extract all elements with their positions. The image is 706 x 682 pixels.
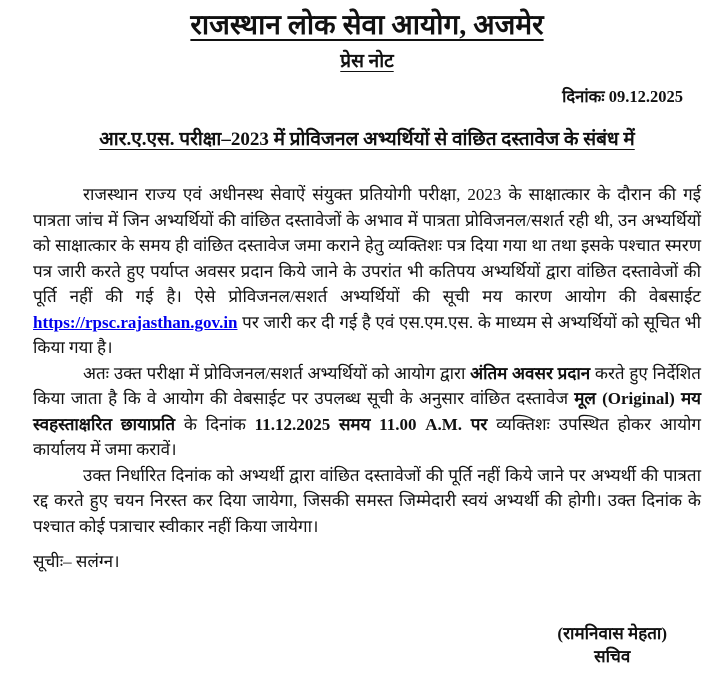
attachment-note: सूचीः– सलंग्न। (33, 552, 120, 571)
body-text: पर जारी कर दी गई है एवं एस.एम.एस. के माध्यम से अभ्यर्थियों को सूचित भी किया गया है। (33, 312, 701, 357)
page-title: राजस्थान लोक सेवा आयोग, अजमेर (190, 10, 544, 41)
body-text: व्यक्तिशः उपस्थित होकर आयोग कार्यालय में जमा करावें। (33, 414, 701, 459)
body-text: राजस्थान राज्य एवं अधीनस्थ सेवाऐं संयुक्त प्रतियोगी परीक्षा, 2023 के साक्षात्कार के दौरान की गई पात्रता जांच में जिन अभ्यर्थियों की वांछित दस्तावेजों के अभाव में पात्रता प्रोविजनल/सशर्त रही थी, उन अभ्यर्थियों को साक्षात्कार के समय ही वांछित दस्तावेज जमा कराने हेतु व्यक्तिशः पत्र दिया गया था तथा इसके पश्चात स्मरण पत्र जारी करते हुए पर्याप्त अवसर प्रदान किये जाने के उपरांत भी कतिपय अभ्यर्थियों द्वारा वांछित दस्तावेजों की पूर्ति नहीं की गई है। ऐसे प्रोविजनल/सशर्त अभ्यर्थियों की सूची मय कारण आयोग की वेबसाईट (33, 185, 701, 306)
signatory-name: (रामनिवास मेहता) (557, 624, 667, 643)
press-note-subtitle: प्रेस नोट (340, 51, 394, 72)
emphasis-text: 11.12.2025 समय 11.00 A.M. पर (254, 414, 488, 434)
paragraph-1 (33, 182, 701, 361)
body-text: के दिनांक (175, 414, 255, 434)
document-body (33, 182, 701, 539)
signature-area (33, 622, 701, 668)
body-text: उक्त निर्धारित दिनांक को अभ्यर्थी द्वारा वांछित दस्तावेजों की पूर्ति नहीं किये जाने पर अभ्यर्थी की पात्रता रद्द करते हुए चयन निरस्त कर दिया जायेगा, जिसकी समस्त जिम्मेदारी स्वयं अभ्यर्थी की होगी। उक्त दिनांक के पश्चात कोई पत्राचार स्वीकार नहीं किया जायेगा। (33, 465, 701, 536)
paragraph-2 (33, 361, 701, 463)
body-text: करते हुए निर्देशित किया जाता है कि वे आयोग की वेबसाईट पर उपलब्ध सूची के अनुसार वांछित दस्तावेज (33, 363, 702, 408)
rpsc-website-link[interactable]: https://rpsc.rajasthan.gov.in (33, 312, 238, 332)
body-text: अतः उक्त परीक्षा में प्रोविजनल/सशर्त अभ्यर्थियों को आयोग द्वारा (83, 363, 471, 383)
subject-line: आर.ए.एस. परीक्षा–2023 में प्रोविजनल अभ्यर्थियों से वांछित दस्तावेज के संबंध में (99, 129, 635, 150)
signature-block (557, 622, 667, 668)
emphasis-text: अंतिम अवसर प्रदान (470, 363, 591, 383)
date-line: दिनांकः 09.12.2025 (562, 87, 683, 106)
emphasis-text: मूल (Original) मय स्वहस्ताक्षरित छायाप्रति (33, 389, 701, 434)
signatory-designation: सचिव (594, 647, 631, 666)
paragraph-3 (33, 463, 701, 540)
